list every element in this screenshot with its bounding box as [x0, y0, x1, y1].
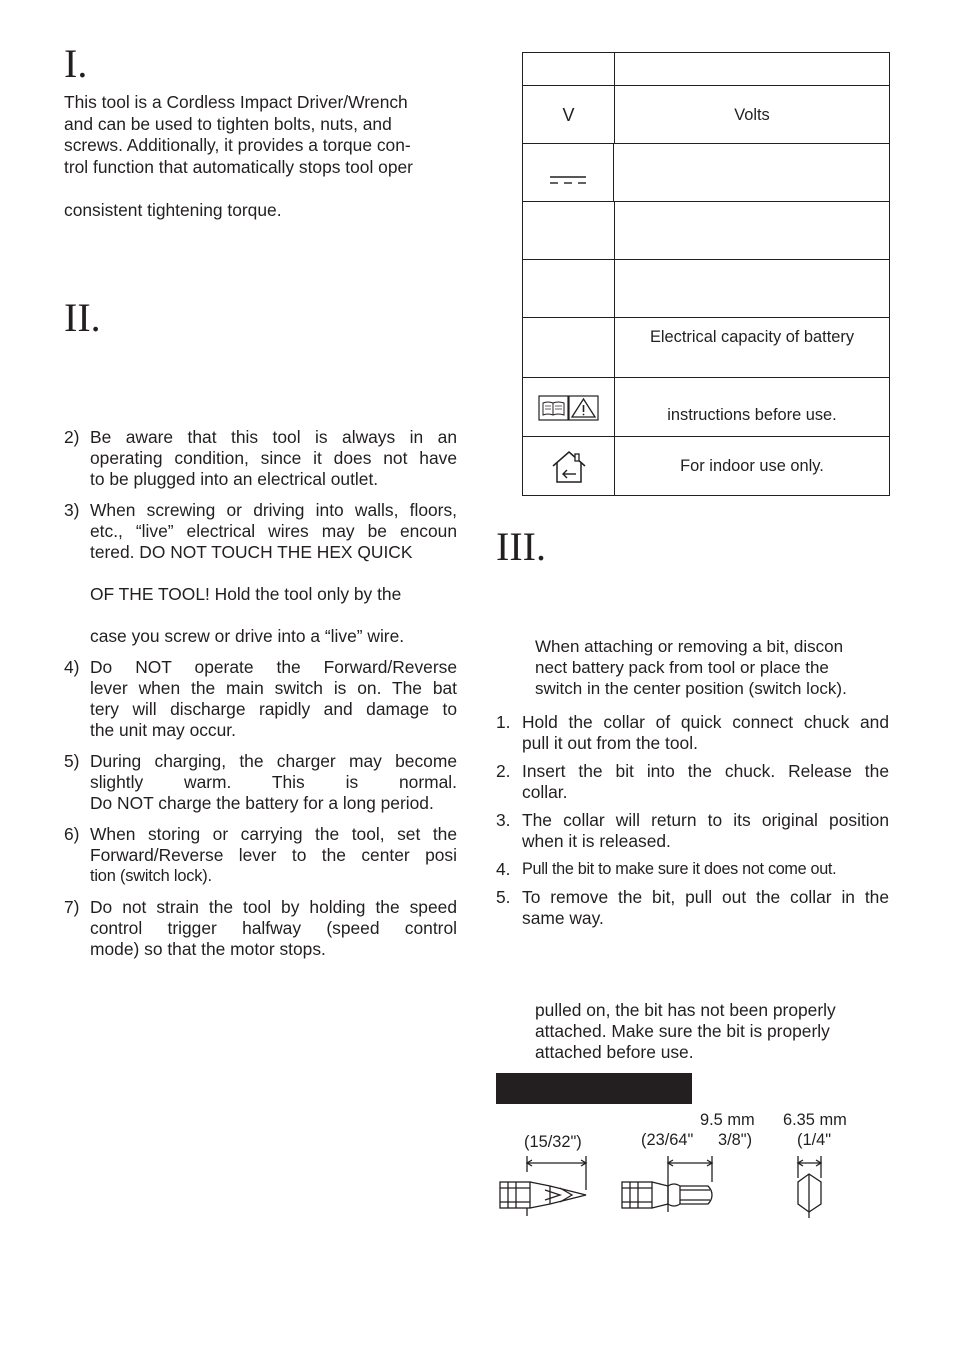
step-line: To remove the bit, pull out the collar in the — [522, 887, 889, 907]
phillips-bit-icon — [500, 1156, 586, 1216]
description-cell — [615, 53, 889, 85]
attach-step — [496, 810, 889, 852]
item-number: 7) — [64, 897, 80, 917]
symbol-cell — [523, 202, 615, 260]
attach-step — [496, 761, 889, 803]
step-line: The collar will return to its original position — [522, 810, 889, 830]
item-line: When storing or carrying the tool, set the — [90, 824, 457, 844]
symbol-row — [523, 85, 889, 144]
caution-note — [535, 1000, 889, 1063]
symbol-table — [522, 52, 890, 496]
step-number: 1. — [496, 712, 511, 732]
description-cell — [615, 144, 889, 202]
item-line: Forward/Reverse lever to the center posi — [90, 845, 457, 865]
item-line: case you screw or drive into a “live” wire. — [90, 626, 405, 646]
step-number: 5. — [496, 887, 511, 907]
attach-step — [496, 887, 889, 929]
item-line: Do not strain the tool by holding the speed — [90, 897, 457, 917]
paragraph-line: trol function that automatically stops tool oper — [64, 156, 413, 177]
attach-steps-list — [496, 712, 889, 929]
section-2-numeral: II. — [64, 295, 101, 340]
bit-4-mm-label: 6.35 mm — [783, 1111, 847, 1129]
note-line: switch in the center position (switch lock). — [535, 679, 847, 698]
section-1-paragraph — [64, 92, 457, 222]
precaution-item — [64, 751, 457, 814]
item-line: During charging, the charger may become — [90, 751, 457, 771]
precaution-item — [64, 657, 457, 741]
step-number: 2. — [496, 761, 511, 781]
item-line: Do NOT operate the Forward/Reverse — [90, 657, 457, 677]
caution-line: pulled on, the bit has not been properly — [535, 1000, 836, 1020]
item-number: 6) — [64, 824, 80, 844]
dc-current-icon — [523, 144, 614, 202]
description-cell: Volts — [734, 106, 770, 124]
item-line: slightly warm. This is normal. — [90, 772, 457, 792]
item-number: 2) — [64, 427, 80, 447]
step-line: when it is released. — [522, 831, 671, 851]
paragraph-line: and can be used to tighten bolts, nuts, and — [64, 113, 392, 134]
symbol-cell — [523, 53, 615, 85]
section-1-numeral: I. — [64, 41, 88, 86]
item-line: operating condition, since it does not have — [90, 448, 457, 468]
paragraph-line: This tool is a Cordless Impact Driver/Wrench — [64, 92, 408, 112]
symbol-row — [523, 143, 889, 202]
item-line: mode) so that the motor stops. — [90, 939, 326, 959]
symbol-cell — [523, 318, 615, 378]
step-number: 3. — [496, 810, 511, 830]
paragraph-line: screws. Additionally, it provides a torque con- — [64, 135, 411, 156]
bit-3-mm-label: 9.5 mm — [700, 1111, 755, 1129]
step-line: pull it out from the tool. — [522, 733, 698, 753]
bit-1-size-label: (15/32") — [524, 1133, 582, 1151]
indoor-use-icon — [523, 437, 615, 496]
symbol-row — [523, 259, 889, 318]
step-line: same way. — [522, 908, 604, 928]
bit-heading-bar — [496, 1073, 692, 1104]
step-line: collar. — [522, 782, 568, 802]
item-line: control trigger halfway (speed control — [90, 918, 457, 938]
bit-drawings — [490, 1150, 870, 1230]
section-3-numeral: III. — [496, 524, 546, 569]
item-number: 4) — [64, 657, 80, 677]
hex-shank-icon — [798, 1156, 821, 1218]
description-cell: For indoor use only. — [680, 457, 824, 475]
note-line: When attaching or removing a bit, discon — [535, 637, 844, 656]
description-cell — [615, 202, 889, 260]
item-number: 3) — [64, 500, 80, 520]
item-line: OF THE TOOL! Hold the tool only by the — [90, 584, 402, 604]
item-line: to be plugged into an electrical outlet. — [90, 469, 379, 489]
symbol-row — [523, 317, 889, 378]
item-line — [90, 563, 457, 584]
attach-step — [496, 712, 889, 754]
item-line: When screwing or driving into walls, floors, — [90, 500, 457, 520]
attach-note — [535, 636, 889, 699]
item-line: etc., “live” electrical wires may be encoun — [90, 521, 457, 541]
item-line: the unit may occur. — [90, 720, 236, 740]
attach-step — [496, 859, 889, 880]
paragraph-line: consistent tightening torque. — [64, 199, 282, 220]
symbol-row — [523, 53, 889, 85]
description-cell: Electrical capacity of battery — [649, 328, 855, 346]
item-line: tion (switch lock). — [90, 867, 212, 885]
step-line: Pull the bit to make sure it does not come out. — [522, 860, 837, 878]
precaution-item — [64, 500, 457, 647]
symbol-cell: V — [523, 86, 615, 144]
bit-2-size-label: (23/64" — [641, 1131, 694, 1149]
precaution-item — [64, 897, 457, 960]
precautions-list — [64, 427, 457, 960]
item-line: Do NOT charge the battery for a long period. — [90, 793, 434, 813]
item-line: Be aware that this tool is always in an — [90, 427, 457, 447]
step-line: Insert the bit into the chuck. Release the — [522, 761, 889, 781]
symbol-row — [523, 377, 889, 437]
caution-line: attached before use. — [535, 1042, 694, 1062]
item-line: tery will discharge rapidly and damage to — [90, 699, 457, 719]
item-number: 5) — [64, 751, 80, 771]
symbol-cell — [523, 260, 615, 318]
item-line: tered. DO NOT TOUCH THE HEX QUICK — [90, 542, 413, 562]
item-line: lever when the main switch is on. The bat — [90, 678, 457, 698]
read-manual-warning-icon — [523, 378, 615, 437]
description-cell — [615, 260, 889, 318]
bit-4-inch-label: (1/4" — [797, 1131, 832, 1149]
step-line: Hold the collar of quick connect chuck and — [522, 712, 889, 732]
step-number: 4. — [496, 859, 511, 879]
precaution-item — [64, 824, 457, 887]
bit-3-inch-label: 3/8") — [718, 1131, 753, 1149]
symbol-row — [523, 436, 889, 496]
hex-bit-icon — [622, 1156, 712, 1212]
caution-line: attached. Make sure the bit is properly — [535, 1021, 830, 1041]
symbol-row — [523, 201, 889, 260]
item-line — [90, 605, 457, 626]
precaution-item — [64, 427, 457, 490]
note-line: nect battery pack from tool or place the — [535, 658, 829, 677]
description-cell: instructions before use. — [667, 406, 837, 424]
